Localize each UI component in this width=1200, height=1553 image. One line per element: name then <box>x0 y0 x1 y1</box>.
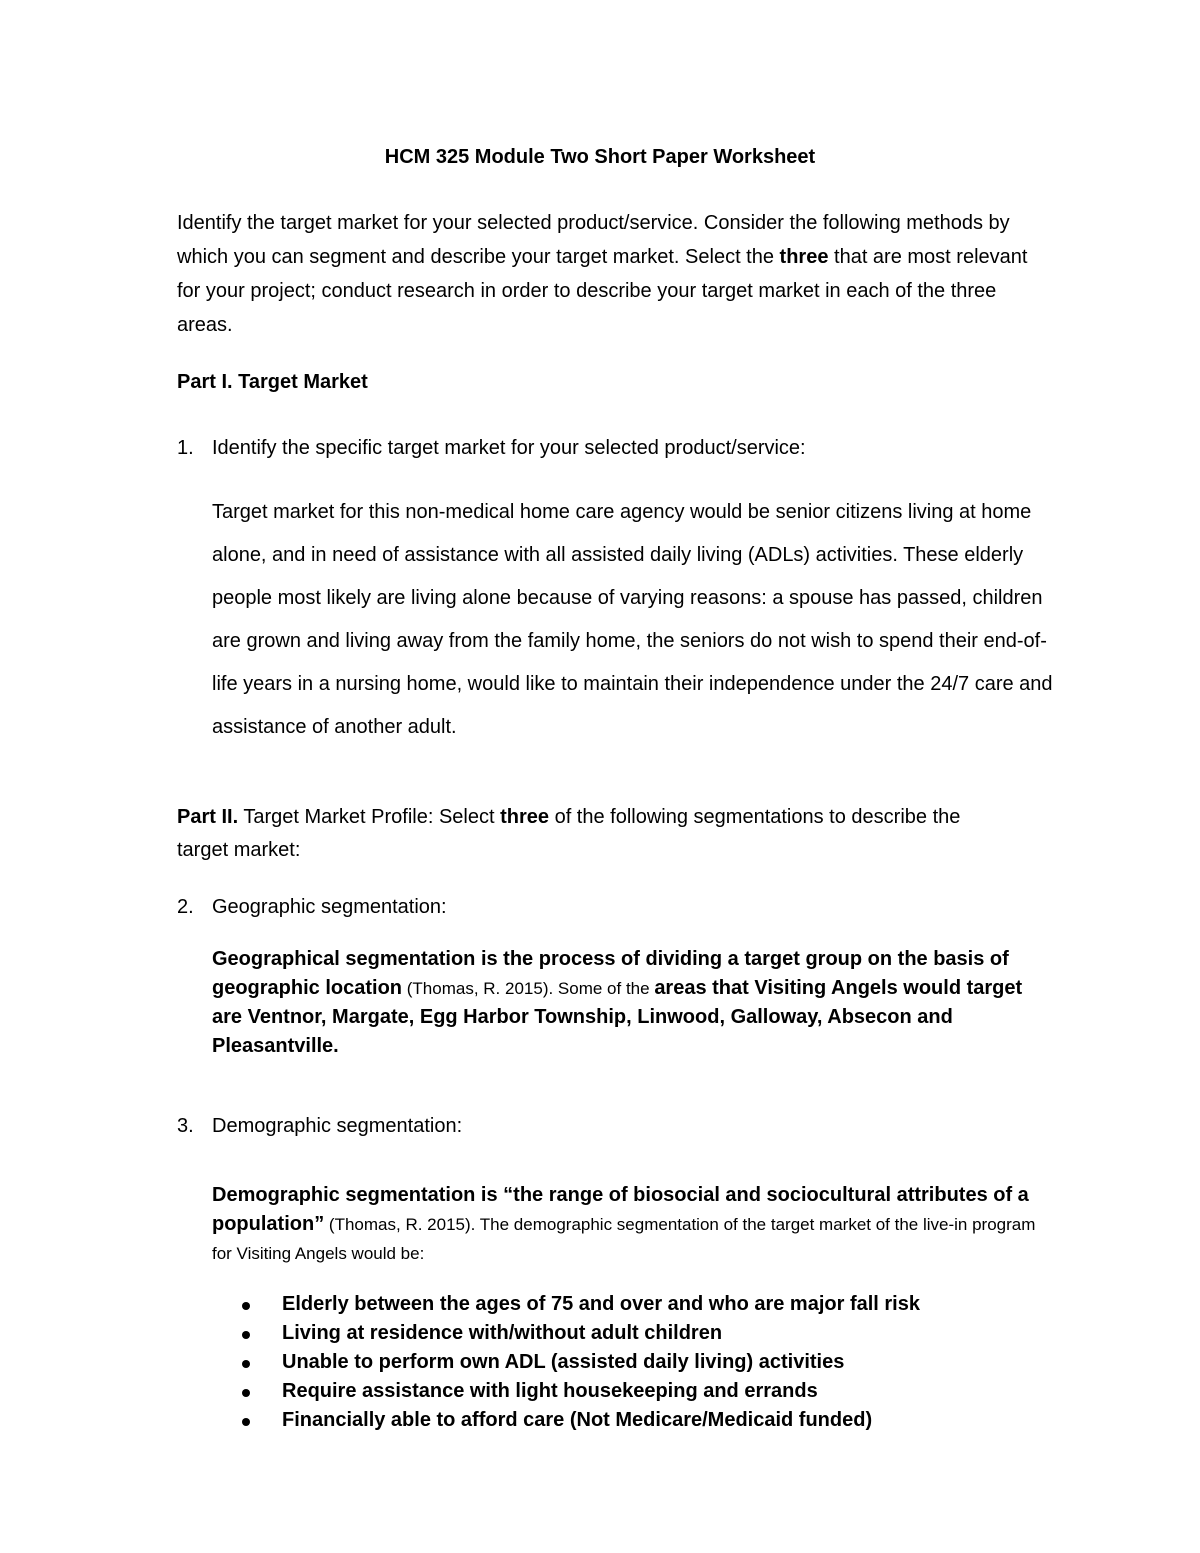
bullet-text: Financially able to afford care (Not Medicare/Medicaid funded) <box>282 1409 873 1431</box>
part2-heading-text-1: Target Market Profile: Select <box>238 806 501 828</box>
demographic-bullet-list <box>240 1290 920 1435</box>
item3-answer-bold: Demographic segmentation is “the range of biosocial and sociocultural attributes of a population” <box>212 1184 1029 1235</box>
item1-answer: Target market for this non-medical home care agency would be senior citizens living at home alone, and in need of assistance with all assisted daily living (ADLs) activities. These elderly people most likely are living alone because of varying reasons: a spouse has passed, children are grown and living away from the family home, the seniors do not wish to spend their end-of-life years in a nursing home, would like to maintain their independence under the 24/7 care and assistance of another adult. <box>212 501 1053 738</box>
intro-text-1: Identify the target market for your selected product/service. Consider the following methods by which you can segment and describe your target market. Select the <box>177 212 1010 268</box>
list-item <box>240 1290 920 1319</box>
bullet-text: Require assistance with light housekeeping and errands <box>282 1380 818 1402</box>
bullet-text: Elderly between the ages of 75 and over and who are major fall risk <box>282 1293 920 1315</box>
part2-heading-text-2: of the following segmentations to describe the target market: <box>177 806 961 861</box>
intro-paragraph <box>177 206 1037 342</box>
bullet-icon <box>242 1418 250 1426</box>
item2-citation: (Thomas, R. 2015). Some of the <box>402 979 655 998</box>
item1-number: 1. <box>177 437 194 459</box>
item2-answer-bold-1: Geographical segmentation is the process of dividing a target group on the basis of geographic location <box>212 948 1009 999</box>
bullet-text: Living at residence with/without adult children <box>282 1322 723 1344</box>
list-item <box>240 1377 920 1406</box>
part2-heading-bold: Part II. <box>177 806 239 828</box>
list-item <box>240 1348 920 1377</box>
item2-number: 2. <box>177 896 194 918</box>
page-title: HCM 325 Module Two Short Paper Worksheet <box>384 146 816 168</box>
item1-label: Identify the specific target market for your selected product/service: <box>212 437 806 459</box>
item3-number: 3. <box>177 1115 194 1137</box>
bullet-text: Unable to perform own ADL (assisted daily living) activities <box>282 1351 845 1373</box>
list-item <box>240 1406 920 1435</box>
part2-heading-bold-three: three <box>500 806 550 828</box>
bullet-icon <box>242 1302 250 1310</box>
list-item <box>240 1319 920 1348</box>
part1-heading: Part I. Target Market <box>177 371 368 393</box>
bullet-icon <box>242 1360 250 1368</box>
item2-label: Geographic segmentation: <box>212 896 447 918</box>
item3-answer-normal: (Thomas, R. 2015). The demographic segmentation of the target market of the live-in program for Visiting Angels would be: <box>212 1215 1036 1263</box>
item2-answer <box>212 945 1052 1061</box>
bullet-icon <box>242 1331 250 1339</box>
part2-heading <box>177 801 1017 867</box>
item2-answer-bold-2: areas that Visiting Angels would target are Ventnor, Margate, Egg Harbor Township, Linwood, Galloway, Absecon and Pleasantville. <box>212 977 1023 1057</box>
item3-label: Demographic segmentation: <box>212 1115 463 1137</box>
intro-bold-three: three <box>779 246 829 268</box>
intro-text-2: that are most relevant for your project; conduct research in order to describe your target market in each of the three areas. <box>177 246 1028 336</box>
item3-answer <box>212 1181 1052 1268</box>
bullet-icon <box>242 1389 250 1397</box>
